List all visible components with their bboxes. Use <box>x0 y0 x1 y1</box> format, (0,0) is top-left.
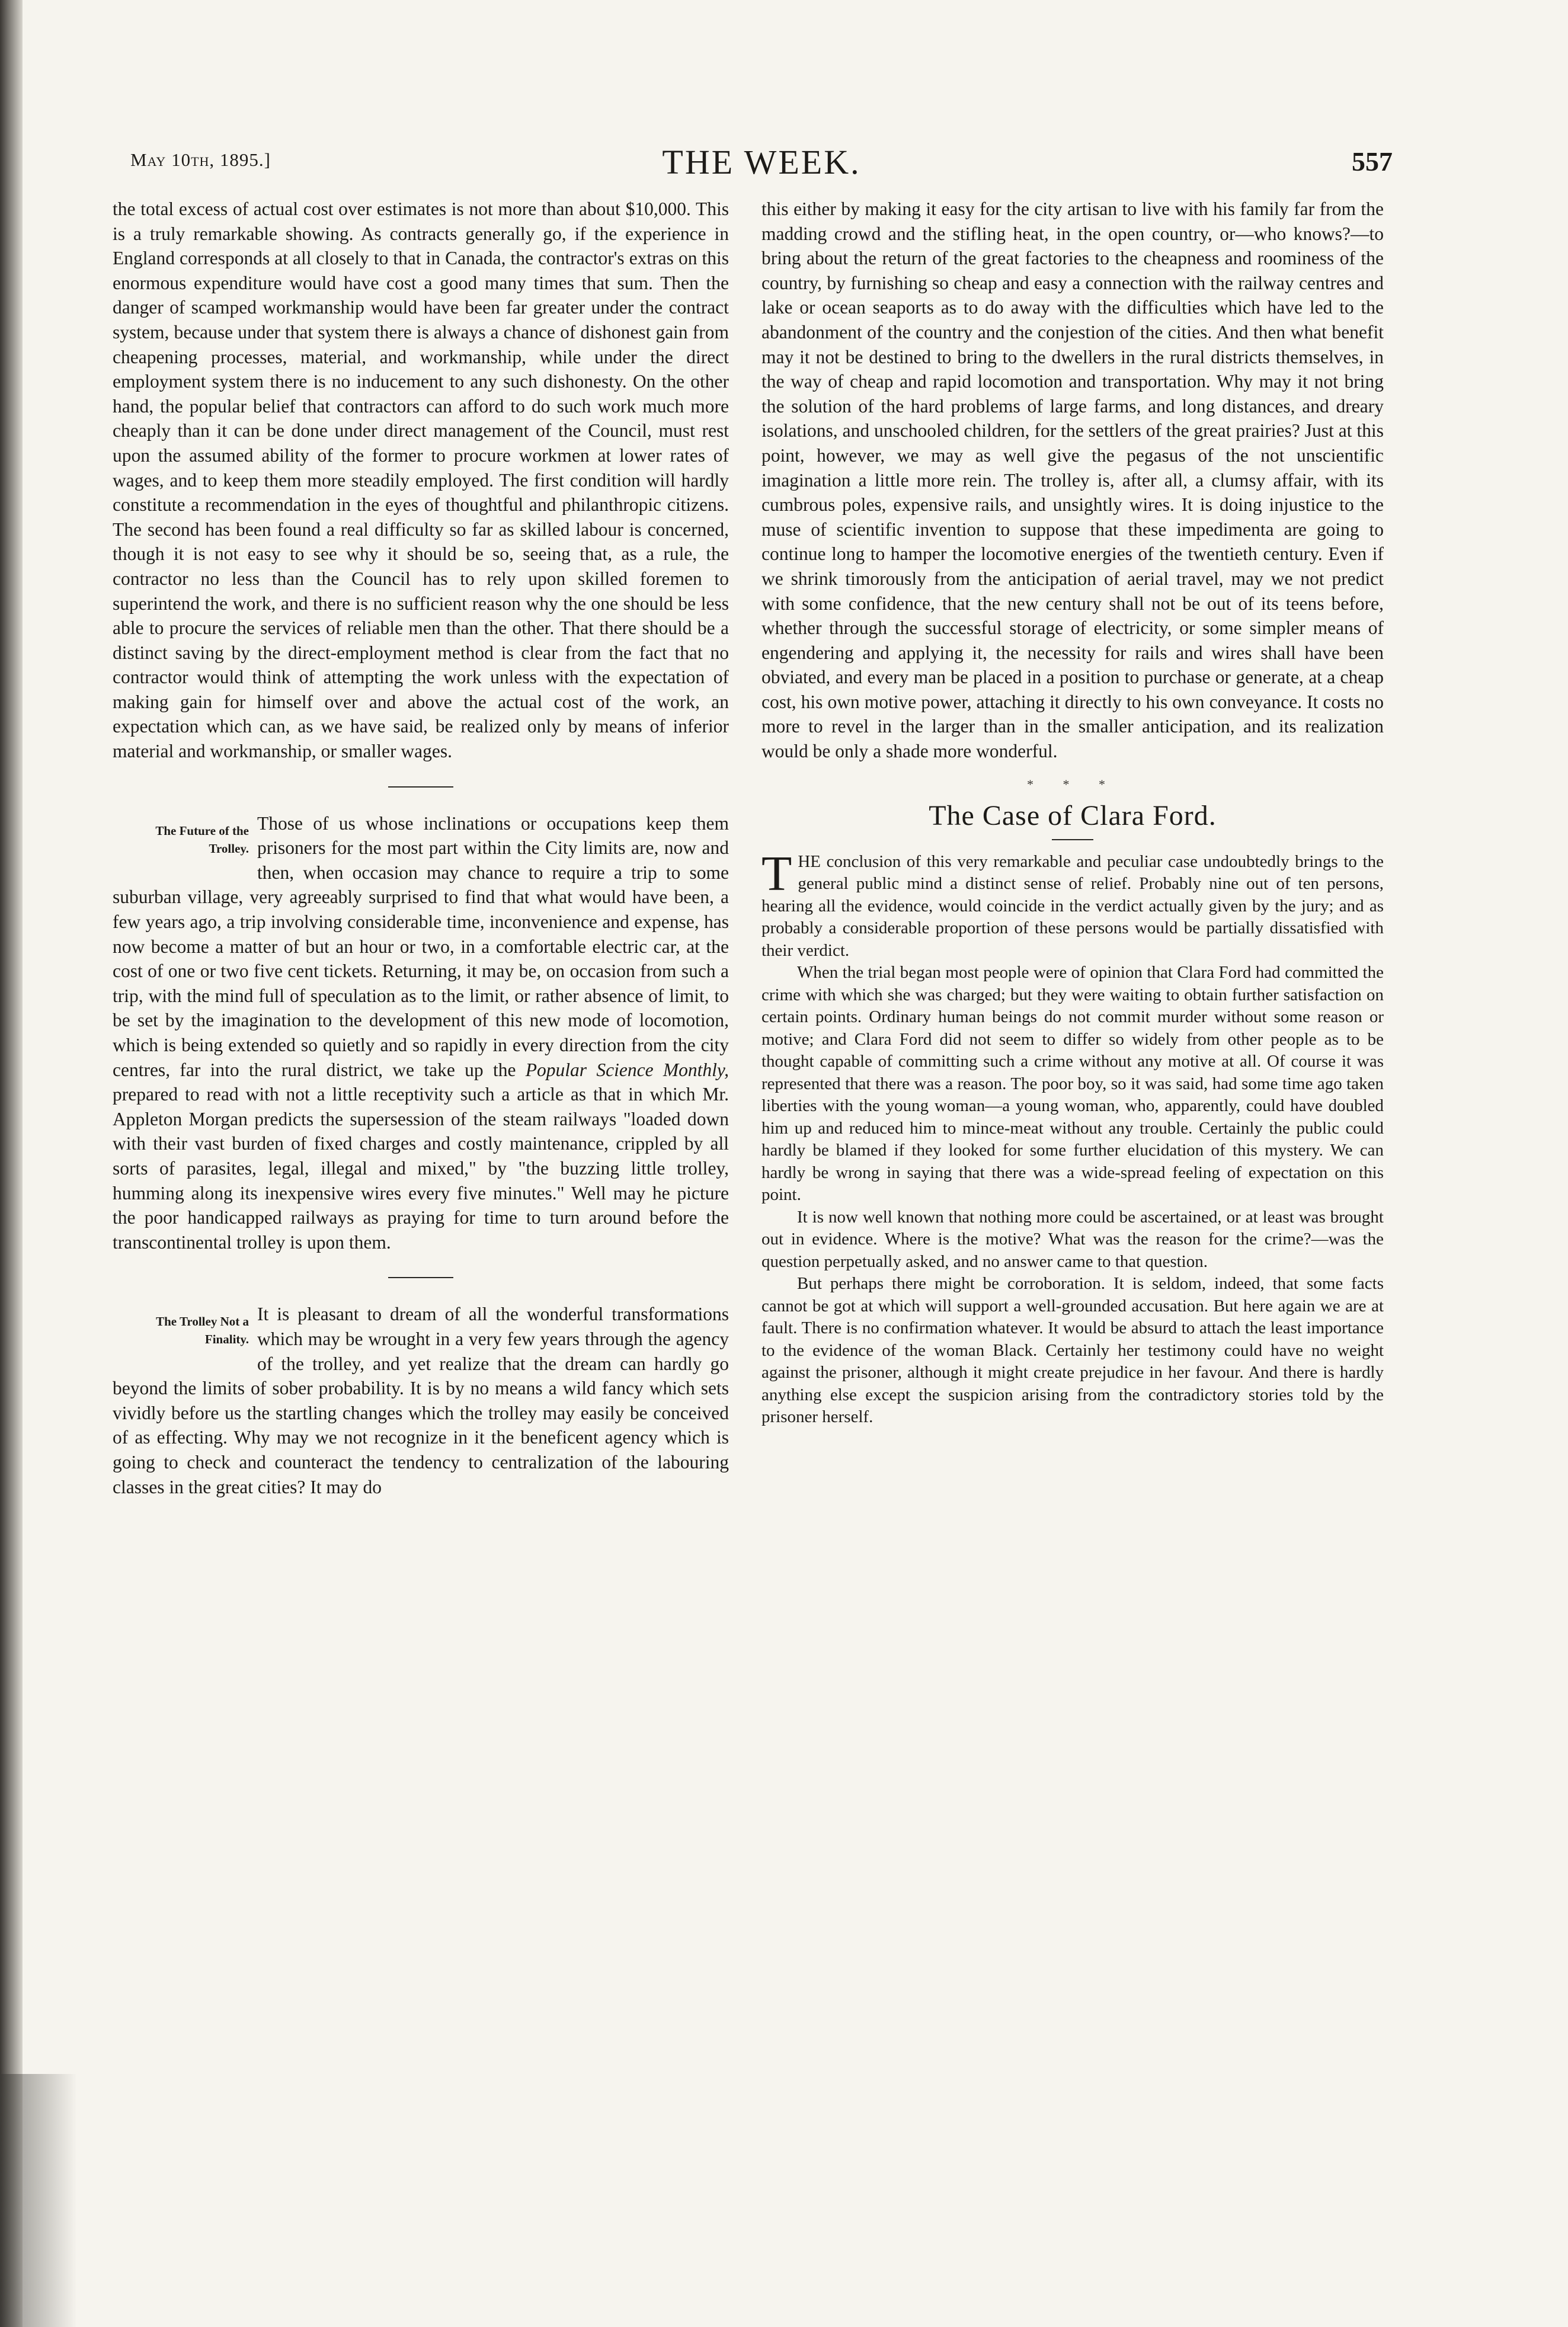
magazine-title: Popular Science Monthly, <box>525 1059 729 1080</box>
section-paragraph: It is pleasant to dream of all the wonderful transformations which may be wrought in a very few years through the agency of the trolley, and yet realize that the dream can hardly go beyond the limits of sober probability. It is by no means a wild fancy which sets vividly before us the startling changes which the trolley may easily be conceived of as effecting. Why may we not recognize in it the beneficent agency which is going to check and counteract the tendency to centralization of the labouring classes in the great cities? It may do <box>113 1304 729 1497</box>
article-body <box>761 846 1384 1429</box>
journal-title: THE WEEK. <box>662 143 861 181</box>
issue-date: May 10th, 1895.] <box>130 149 271 170</box>
continued-paragraph: the total excess of actual cost over estimates is not more than about $10,000. This is a truly remarkable showing. As contracts generally go, if the experience in England corresponds at all closely to that in Canada, the contractor's extras on this enormous expenditure would have cost a good many times that sum. Then the danger of scamped workmanship would have been far greater under the contract system, because under that system there is always a chance of dishonest gain from cheapening processes, material, and workmanship, while under the direct employment system there is no inducement to any such dishonesty. On the other hand, the popular belief that contractors can afford to do such work much more cheaply than it can be done under direct management of the Council, must rest upon the assumed ability of the former to procure workmen at lower rates of wages, and to keep them more steadily employed. The first condition will hardly constitute a recommendation in the eyes of thoughtful and philanthropic citizens. The second has been found a real difficulty so far as skilled labour is concerned, though it is not easy to see why it should be so, seeing that, as a rule, the contractor no less than the Council has to rely upon skilled foremen to superintend the work, and there is no sufficient reason why the one should be less able to procure the services of reliable men than the other. That there should be a distinct saving by the direct-employment method is clear from the fact that no contractor would think of attempting the work unless with the expectation of making gain for himself over and above the actual cost of the work, an expectation which can, as we have said, be realized only by means of inferior material and workmanship, or smaller wages. <box>113 199 729 762</box>
section-text-part-b: prepared to read with not a little receptivity such a article as that in which Mr. Appleton Morgan predicts the supersession of the steam railways "loaded down with their vast burden of fixed charges and costly maintenance, crippled by all sorts of parasites, legal, illegal and mixed," by "the buzzing little trolley, humming along its inexpensive wires every five minutes." Well may he picture the poor handicapped railways as praying for time to turn around before the transcontinental trolley is upon them. <box>113 1084 729 1253</box>
article-paragraph <box>761 846 1384 962</box>
section-divider <box>388 786 453 788</box>
article-paragraph: It is now well known that nothing more could be ascertained, or at least was brought out in evidence. Where is the motive? What was the reason for the crime?—was the question perpetually asked, and no answer came to that question. <box>761 1207 1384 1271</box>
section-text-part-a: Those of us whose inclinations or occupations keep them prisoners for the most part within the City limits are, now and then, when occasion may chance to require a trip to some suburban village, very agreeably surprised to find that what would have been, a few years ago, a trip involving considerable time, inconvenience and expense, has now become a matter of but an hour or two, in a comfortable electric car, at the cost of one or two five cent tickets. Returning, it may be, on occasion from such a trip, with the mind full of speculation as to the limit, or rather absence of limit, to be set by the imagination to the development of this new mode of locomotion, which is being extended so quietly and so rapidly in every direction from the city centres, far into the rural district, we take up the <box>113 812 729 1080</box>
continued-paragraph: this either by making it easy for the city artisan to live with his family far from the madding crowd and the stifling heat, in the open country, or—who knows?—to bring about the return of the great factories to the cheapness and roominess of the country, by furnishing so cheap and easy a connection with the railway centres and lake or ocean seaports as to do away with the difficulties which have led to the abandonment of the country and the conjestion of the cities. And then what benefit may it not be destined to bring to the dwellers in the rural districts themselves, in the way of cheap and rapid locomotion and transportation. Why may it not bring the solution of the hard problems of large farms, and long distances, and dreary isolations, and unschooled children, for the settlers of the great prairies? Just at this point, however, we may as well give the pegasus of the not unscientific imagination a little more rein. The trolley is, after all, a clumsy affair, with its cumbrous poles, expensive rails, and unsightly wires. It is doing injustice to the muse of scientific invention to suppose that these impedimenta are going to continue long to hamper the locomotive energies of the twentieth century. Even if we shrink timorously from the anticipation of aerial travel, may we not predict with some confidence, that the new century shall not be out of its teens before, whether through the successful storage of electricity, or some simpler means of engendering and applying it, the necessity for rails and wires shall have been obviated, and every man be placed in a position to purchase or generate, at a cheap cost, his own motive power, attaching it directly to his own conveyance. It costs no more to revel in the larger than in the smaller anticipation, and its realization would be only a shade more wonderful. <box>761 199 1384 762</box>
drop-cap: T <box>761 846 792 901</box>
article-paragraph-text: HE conclusion of this very remarkable and peculiar case undoubtedly brings to the general public mind a distinct sense of relief. Probably nine out of ten persons, hearing all the evidence, would coincide in the verdict actually given by the jury; and as probably a considerable proportion of these persons would be partially dissatisfied with their verdict. <box>761 852 1384 960</box>
section-trolley-not-finality <box>113 1302 729 1499</box>
page-header <box>130 142 1393 190</box>
right-column <box>761 197 1384 1429</box>
title-divider <box>1052 839 1093 840</box>
article-title: The Case of Clara Ford. <box>929 800 1217 832</box>
binding-shadow <box>0 0 23 2327</box>
asterism-ornament: * * * <box>1027 776 1118 792</box>
sidenote-trolley-not-finality: The Trolley Not a Finality. <box>156 1314 249 1347</box>
page-corner-shadow <box>0 2074 77 2327</box>
left-column <box>113 197 729 1499</box>
section-paragraph <box>113 811 729 1255</box>
section-divider <box>388 1277 453 1278</box>
sidenote-future-of-trolley: The Future of the Trolley. <box>155 823 249 856</box>
article-paragraph: But perhaps there might be corroboration. It is seldom, indeed, that some facts cannot be got at which will support a well-grounded accusation. But here again we are at fault. There is no confirmation whatever. It would be absurd to attach the least importance to the evidence of the woman Black. Certainly her testimony could have no weight against the prisoner, although it might create prejudice in her favour. And there is hardly anything else except the suspicion arising from the contradictory stories told by the prisoner herself. <box>761 1274 1384 1427</box>
article-paragraph: When the trial began most people were of opinion that Clara Ford had committed the crime with which she was charged; but they were waiting to obtain further satisfaction on certain points. Ordinary human beings do not commit murder without some reason or motive; and Clara Ford did not seem to differ so widely from other people as to be thought capable of committing such a crime without any motive at all. Of course it was represented that there was a reason. The poor boy, so it was said, had some time ago taken liberties with the young woman—a young woman, who, apparently, could have doubled him up and reduced him to mince-meat without any trouble. Certainly the public could hardly be blamed if they looked for some further elucidation of this mystery. We can hardly be wrong in saying that there was a wide-spread feeling of expectation on this point. <box>761 963 1384 1205</box>
page-number: 557 <box>1352 146 1393 177</box>
section-future-of-trolley <box>113 811 729 1255</box>
